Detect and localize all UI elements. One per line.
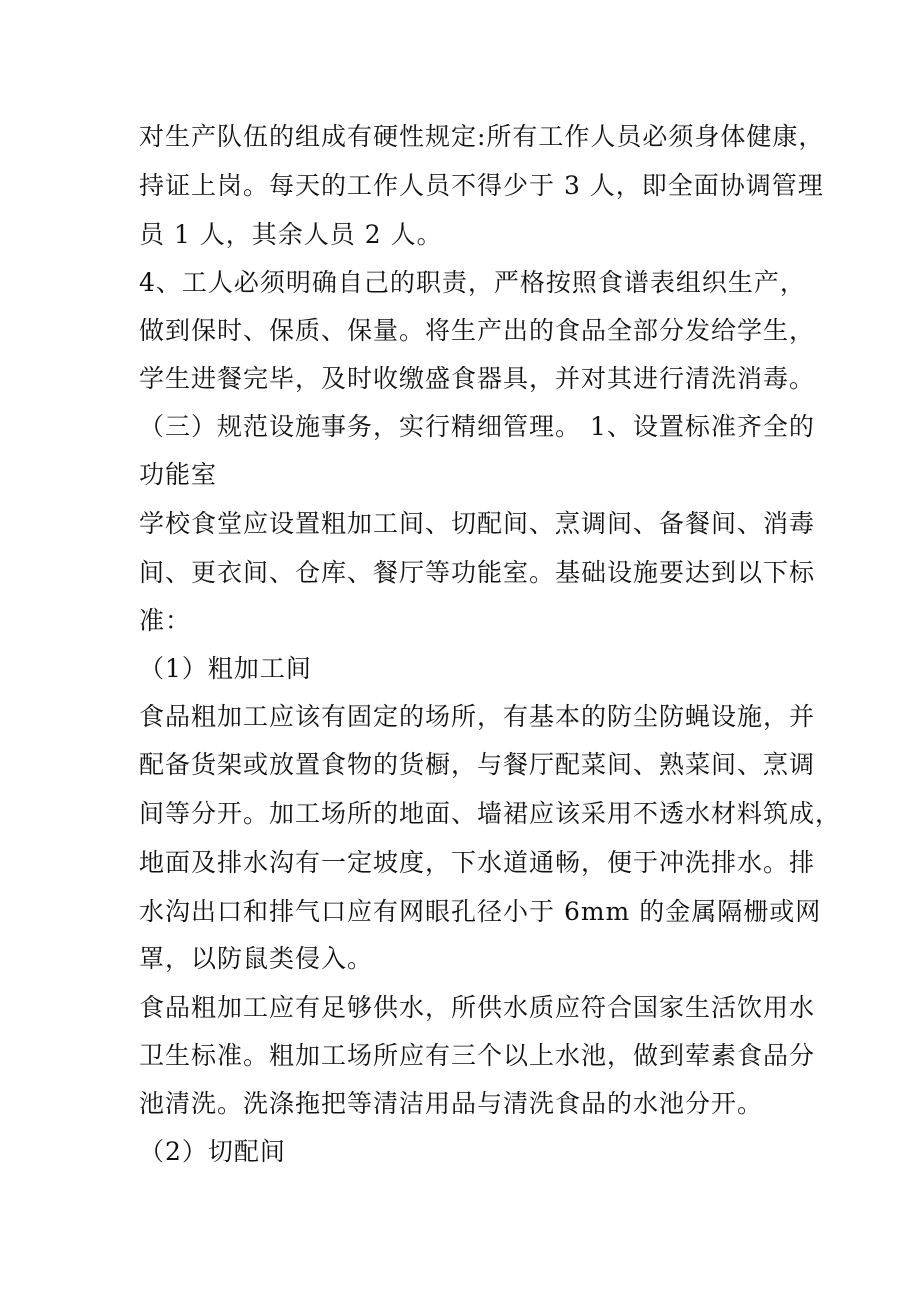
subsection-heading: （1）粗加工间 (139, 654, 312, 683)
text-line: 做到保时、保质、保量。将生产出的食品全部分发给学生， (139, 316, 816, 345)
text-line: 配备货架或放置食物的货橱，与餐厅配菜间、熟菜间、烹调 (139, 750, 816, 779)
text-line: 功能室 (139, 460, 218, 489)
text-line: 间、更衣间、仓库、餐厅等功能室。基础设施要达到以下标 (139, 558, 816, 587)
text-line: 对生产队伍的组成有硬性规定:所有工作人员必须身体健康， (139, 122, 825, 151)
text-line: 食品粗加工应有足够供水，所供水质应符合国家生活饮用水 (139, 993, 816, 1022)
text-line: 间等分开。加工场所的地面、墙裙应该采用不透水材料筑成， (139, 799, 842, 828)
text-line: 持证上岗。每天的工作人员不得少于 3 人，即全面协调管理 (139, 171, 824, 200)
text-line: 卫生标准。粗加工场所应有三个以上水池，做到荤素食品分 (139, 1041, 816, 1070)
subsection-heading: （2）切配间 (139, 1137, 286, 1166)
text-line: 4、工人必须明确自己的职责，严格按照食谱表组织生产， (139, 268, 806, 297)
text-line: 池清洗。洗涤拖把等清洁用品与清洗食品的水池分开。 (139, 1089, 764, 1118)
text-line: 学生进餐完毕，及时收缴盛食器具，并对其进行清洗消毒。 (139, 364, 816, 393)
text-line: 准： (139, 606, 192, 635)
text-line: 食品粗加工应该有固定的场所，有基本的防尘防蝇设施，并 (139, 702, 816, 731)
text-line: 学校食堂应设置粗加工间、切配间、烹调间、备餐间、消毒 (139, 509, 816, 538)
text-line: 水沟出口和排气口应有网眼孔径小于 6mm 的金属隔栅或网 (139, 897, 822, 926)
text-line: 员 1 人，其余人员 2 人。 (139, 220, 443, 249)
text-line: 地面及排水沟有一定坡度，下水道通畅，便于冲洗排水。排 (139, 848, 816, 877)
text-line: 罩，以防鼠类侵入。 (139, 944, 374, 973)
section-heading: （三）规范设施事务，实行精细管理。 1、设置标准齐全的 (139, 412, 815, 441)
